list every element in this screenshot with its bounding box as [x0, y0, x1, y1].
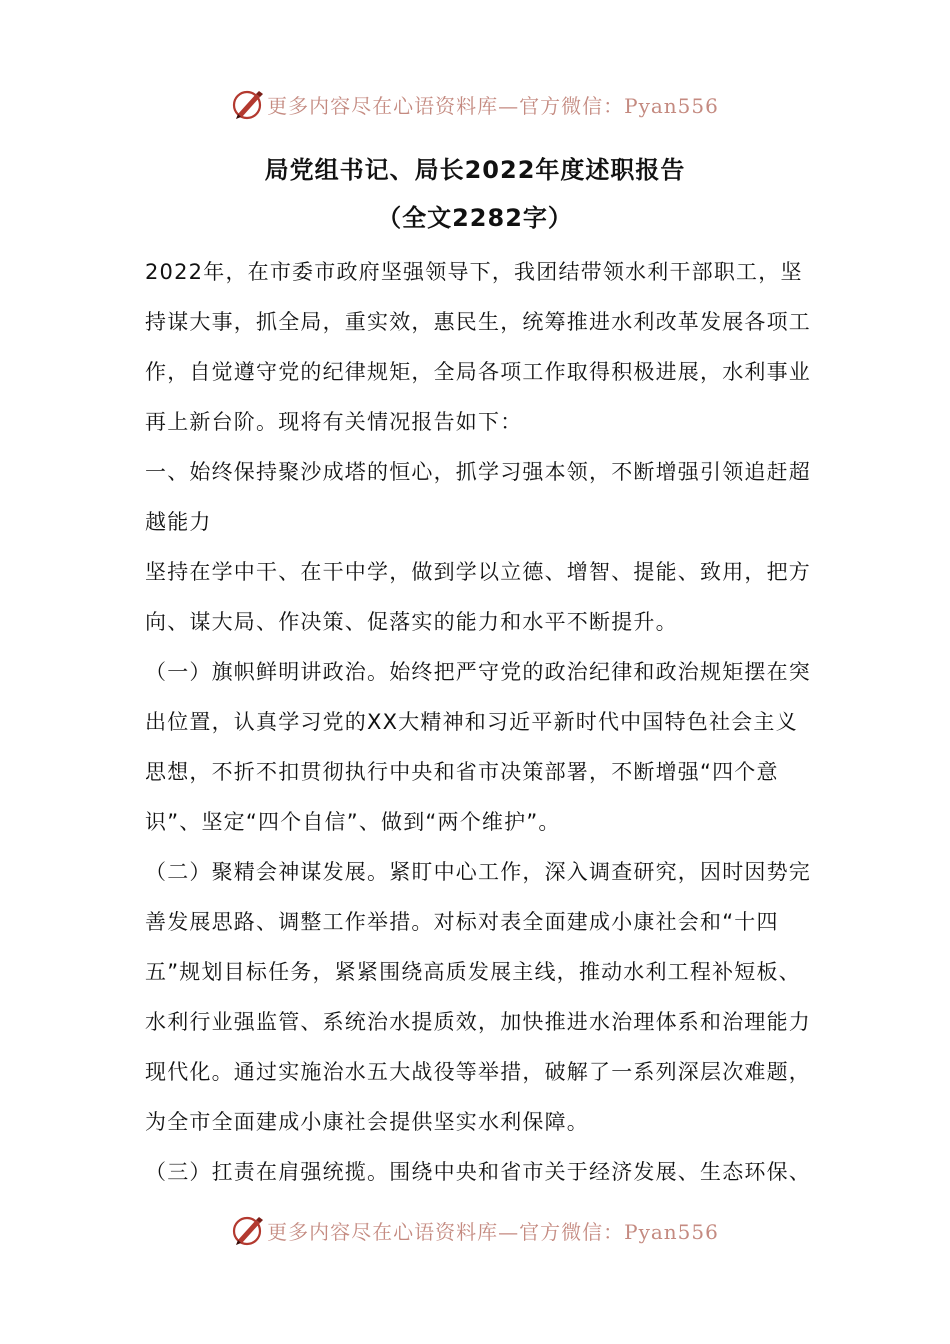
footer-banner-text: 更多内容尽在心语资料库—官方微信：Pyan556 [267, 1219, 719, 1244]
paragraph-section-1: 坚持在学中干、在干中学，做到学以立德、增智、提能、致用，把方向、谋大局、作决策、促落实的能力和水平不断提升。 [145, 560, 811, 634]
document-body [145, 247, 815, 1197]
header-watermark-banner [0, 84, 950, 124]
document-title: 局党组书记、局长2022年度述职报告 [264, 156, 686, 184]
paragraph-item-2: （二）聚精会神谋发展。紧盯中心工作，深入调查研究，因时因势完善发展思路、调整工作举措。对标对表全面建成小康社会和“十四五”规划目标任务，紧紧围绕高质发展主线，推动水利工程补短板、水利行业强监管、系统治水提质效，加快推进水治理体系和治理能力现代化。通过实施治水五大战役等举措，破解了一系列深层次难题，为全市全面建成小康社会提供坚实水利保障。 [145, 860, 811, 1134]
header-banner-text: 更多内容尽在心语资料库—官方微信：Pyan556 [267, 93, 719, 118]
footer-watermark-banner [0, 1210, 950, 1250]
paragraph-intro: 2022年，在市委市政府坚强领导下，我团结带领水利干部职工，坚持谋大事，抓全局，重实效，惠民生，统筹推进水利改革发展各项工作，自觉遵守党的纪律规矩，全局各项工作取得积极进展，水利事业再上新台阶。现将有关情况报告如下： [145, 260, 811, 434]
pen-circle-logo-icon [231, 87, 265, 121]
paragraph-item-3: （三）扛责在肩强统揽。围绕中央和省市关于经济发展、生态环保、 [145, 1160, 811, 1184]
document-subtitle: （全文2282字） [377, 204, 573, 232]
paragraph-item-1: （一）旗帜鲜明讲政治。始终把严守党的政治纪律和政治规矩摆在突出位置，认真学习党的XX大精神和习近平新时代中国特色社会主义思想，不折不扣贯彻执行中央和省市决策部署，不断增强“四个意识”、坚定“四个自信”、做到“两个维护”。 [145, 660, 811, 834]
pen-circle-logo-icon [231, 1213, 265, 1247]
section-heading-1: 一、始终保持聚沙成塔的恒心，抓学习强本领，不断增强引领追赶超越能力 [145, 460, 811, 534]
